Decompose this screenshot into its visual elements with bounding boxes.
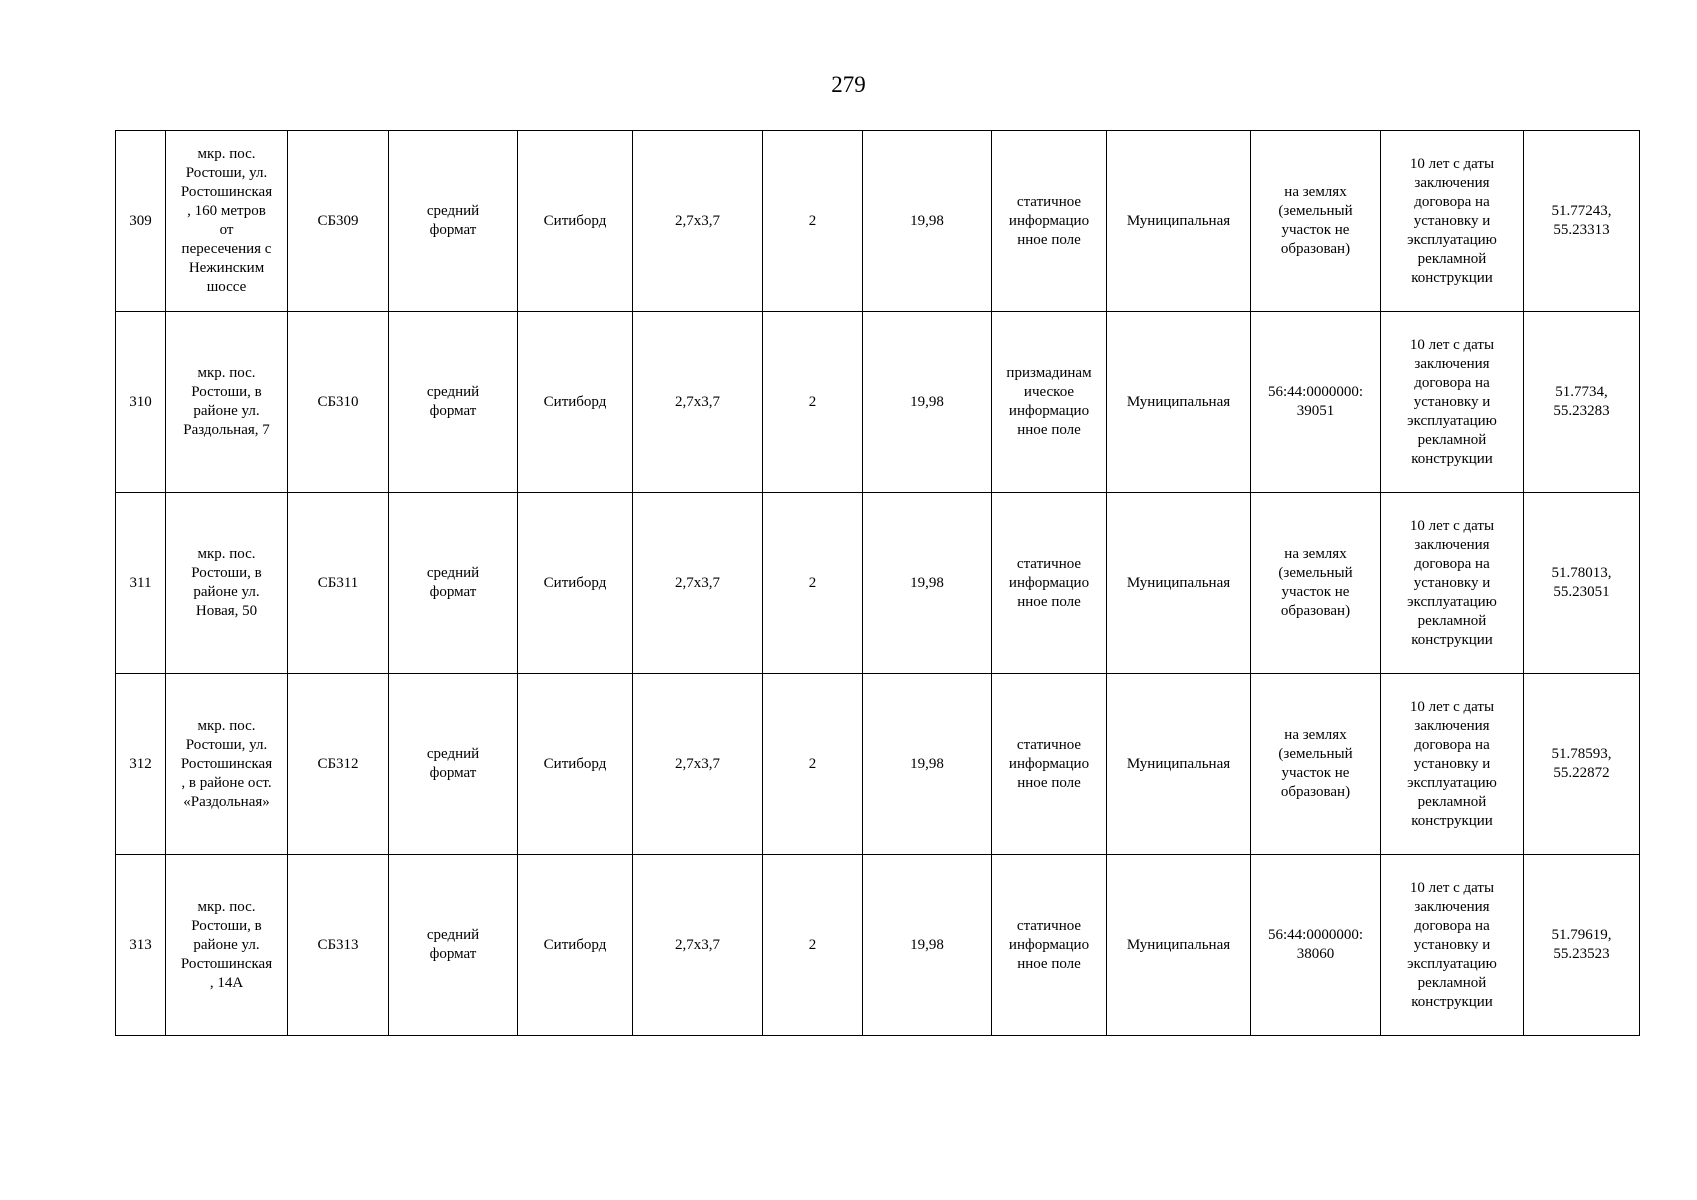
format-cell: средний формат [389, 312, 518, 493]
table-row [116, 312, 1640, 493]
info-field-cell: призмадинам ическое информацио нное поле [992, 312, 1107, 493]
ownership-cell: Муниципальная [1107, 855, 1251, 1036]
address-cell: мкр. пос. Ростоши, в районе ул. Новая, 50 [166, 493, 288, 674]
ownership-cell: Муниципальная [1107, 674, 1251, 855]
land-plot-cell: на землях (земельный участок не образован) [1251, 674, 1381, 855]
ad-structures-table [115, 130, 1640, 1036]
coordinates-cell: 51.78593, 55.22872 [1524, 674, 1640, 855]
row-number-cell: 313 [116, 855, 166, 1036]
address-cell: мкр. пос. Ростоши, в районе ул. Ростошинская , 14А [166, 855, 288, 1036]
coordinates-cell: 51.77243, 55.23313 [1524, 131, 1640, 312]
table-row [116, 131, 1640, 312]
sides-cell: 2 [763, 855, 863, 1036]
term-cell: 10 лет с даты заключения договора на установку и эксплуатацию рекламной конструкции [1381, 131, 1524, 312]
size-cell: 2,7x3,7 [633, 493, 763, 674]
address-cell: мкр. пос. Ростоши, в районе ул. Раздольная, 7 [166, 312, 288, 493]
land-plot-cell: 56:44:0000000: 38060 [1251, 855, 1381, 1036]
term-cell: 10 лет с даты заключения договора на установку и эксплуатацию рекламной конструкции [1381, 493, 1524, 674]
type-cell: Ситиборд [518, 493, 633, 674]
type-cell: Ситиборд [518, 312, 633, 493]
type-cell: Ситиборд [518, 674, 633, 855]
size-cell: 2,7x3,7 [633, 855, 763, 1036]
coordinates-cell: 51.78013, 55.23051 [1524, 493, 1640, 674]
size-cell: 2,7x3,7 [633, 674, 763, 855]
area-cell: 19,98 [863, 493, 992, 674]
code-cell: СБ309 [288, 131, 389, 312]
row-number-cell: 309 [116, 131, 166, 312]
address-cell: мкр. пос. Ростоши, ул. Ростошинская , в районе ост. «Раздольная» [166, 674, 288, 855]
land-plot-cell: на землях (земельный участок не образован) [1251, 131, 1381, 312]
type-cell: Ситиборд [518, 131, 633, 312]
term-cell: 10 лет с даты заключения договора на установку и эксплуатацию рекламной конструкции [1381, 312, 1524, 493]
row-number-cell: 311 [116, 493, 166, 674]
format-cell: средний формат [389, 493, 518, 674]
page-number: 279 [831, 72, 866, 97]
area-cell: 19,98 [863, 312, 992, 493]
area-cell: 19,98 [863, 855, 992, 1036]
area-cell: 19,98 [863, 674, 992, 855]
code-cell: СБ310 [288, 312, 389, 493]
row-number-cell: 310 [116, 312, 166, 493]
sides-cell: 2 [763, 674, 863, 855]
info-field-cell: статичное информацио нное поле [992, 674, 1107, 855]
info-field-cell: статичное информацио нное поле [992, 855, 1107, 1036]
ownership-cell: Муниципальная [1107, 131, 1251, 312]
coordinates-cell: 51.79619, 55.23523 [1524, 855, 1640, 1036]
code-cell: СБ313 [288, 855, 389, 1036]
coordinates-cell: 51.7734, 55.23283 [1524, 312, 1640, 493]
sides-cell: 2 [763, 312, 863, 493]
sides-cell: 2 [763, 131, 863, 312]
area-cell: 19,98 [863, 131, 992, 312]
info-field-cell: статичное информацио нное поле [992, 493, 1107, 674]
format-cell: средний формат [389, 855, 518, 1036]
type-cell: Ситиборд [518, 855, 633, 1036]
term-cell: 10 лет с даты заключения договора на установку и эксплуатацию рекламной конструкции [1381, 674, 1524, 855]
table-row [116, 855, 1640, 1036]
ownership-cell: Муниципальная [1107, 312, 1251, 493]
row-number-cell: 312 [116, 674, 166, 855]
sides-cell: 2 [763, 493, 863, 674]
land-plot-cell: 56:44:0000000: 39051 [1251, 312, 1381, 493]
info-field-cell: статичное информацио нное поле [992, 131, 1107, 312]
code-cell: СБ312 [288, 674, 389, 855]
format-cell: средний формат [389, 131, 518, 312]
term-cell: 10 лет с даты заключения договора на установку и эксплуатацию рекламной конструкции [1381, 855, 1524, 1036]
size-cell: 2,7x3,7 [633, 131, 763, 312]
format-cell: средний формат [389, 674, 518, 855]
ownership-cell: Муниципальная [1107, 493, 1251, 674]
table-row [116, 674, 1640, 855]
table-row [116, 493, 1640, 674]
size-cell: 2,7x3,7 [633, 312, 763, 493]
code-cell: СБ311 [288, 493, 389, 674]
land-plot-cell: на землях (земельный участок не образован) [1251, 493, 1381, 674]
address-cell: мкр. пос. Ростоши, ул. Ростошинская , 160 метров от пересечения с Нежинским шоссе [166, 131, 288, 312]
